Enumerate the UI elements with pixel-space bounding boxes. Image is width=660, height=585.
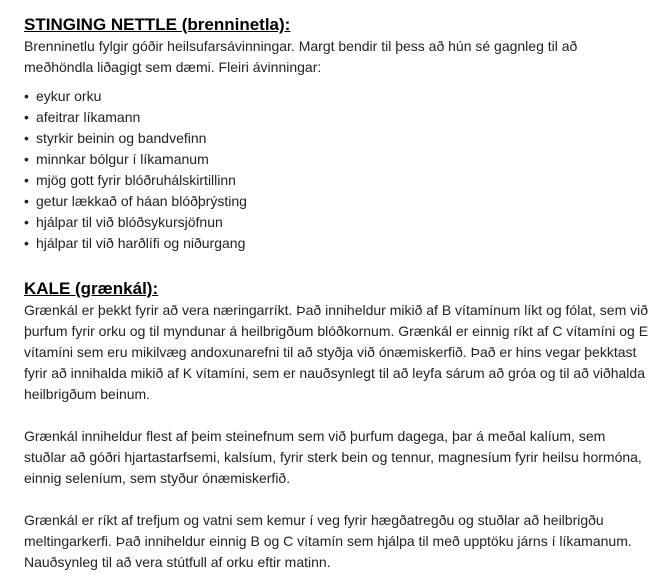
- list-item: • getur lækkað of háan blóðþrýsting: [24, 191, 649, 212]
- list-item: • mjög gott fyrir blóðruhálskirtillinn: [24, 170, 649, 191]
- list-item: • eykur orku: [24, 86, 649, 107]
- bullet: •: [24, 130, 29, 146]
- list-item: • hjálpar til við blóðsykursjöfnun: [24, 212, 649, 233]
- nettle-benefits-list: [24, 86, 649, 254]
- document: [24, 14, 649, 573]
- list-item: • styrkir beinin og bandvefinn: [24, 128, 649, 149]
- nettle-heading: STINGING NETTLE (brenninetla):: [24, 15, 291, 34]
- bullet: •: [24, 172, 29, 188]
- kale-paragraph-2: Grænkál inniheldur flest af þeim steinefnum sem við þurfum dagega, þar á meðal kalíum, sem stuðlar að góðri hjartastarfsemi, kalsíum, fyrir sterk bein og tennur, magnesíum fyrir heilsu hormóna, einnig seleníum, sem styður ónæmiskerfið.: [24, 428, 642, 486]
- bullet: •: [24, 88, 29, 104]
- kale-paragraph-3: Grænkál er ríkt af trefjum og vatni sem kemur í veg fyrir hægðatregðu og stuðlar að heilbrigðu meltingarkerfi. Það inniheldur einnig B og C vítamín sem hjálpa til með upptöku járns í líkamanum. Nauðsynleg til að vera stútfull af orku eftir matinn.: [24, 512, 632, 570]
- kale-paragraph-1: Grænkál er þekkt fyrir að vera næringarríkt. Það inniheldur mikið af B vítamínum líkt og fólat, sem við þurfum fyrir orku og til myndunar á heilbrigðum blóðkornum. Grænkál er einnig ríkt af C vítamíni og E vítamíni sem eru mikilvæg andoxunarefni til að styðja við ónæmiskerfið. Það er hins vegar þekktast fyrir að innihalda mikið af K vítamíni, sem er nauðsynlegt til að leyfa sárum að gróa og til að viðhalda heilbrigðum beinum.: [24, 302, 649, 402]
- list-item: • afeitrar líkamann: [24, 107, 649, 128]
- list-item: • hjálpar til við harðlífi og niðurgang: [24, 233, 649, 254]
- nettle-intro: Brenninetlu fylgir góðir heilsufarsávinningar. Margt bendir til þess að hún sé gagnleg til að meðhöndla liðagigt sem dæmi. Fleiri ávinningar:: [24, 38, 578, 75]
- kale-heading: KALE (grænkál):: [24, 279, 159, 298]
- list-item: • minnkar bólgur í líkamanum: [24, 149, 649, 170]
- bullet: •: [24, 235, 29, 251]
- bullet: •: [24, 193, 29, 209]
- bullet: •: [24, 214, 29, 230]
- bullet: •: [24, 151, 29, 167]
- bullet: •: [24, 109, 29, 125]
